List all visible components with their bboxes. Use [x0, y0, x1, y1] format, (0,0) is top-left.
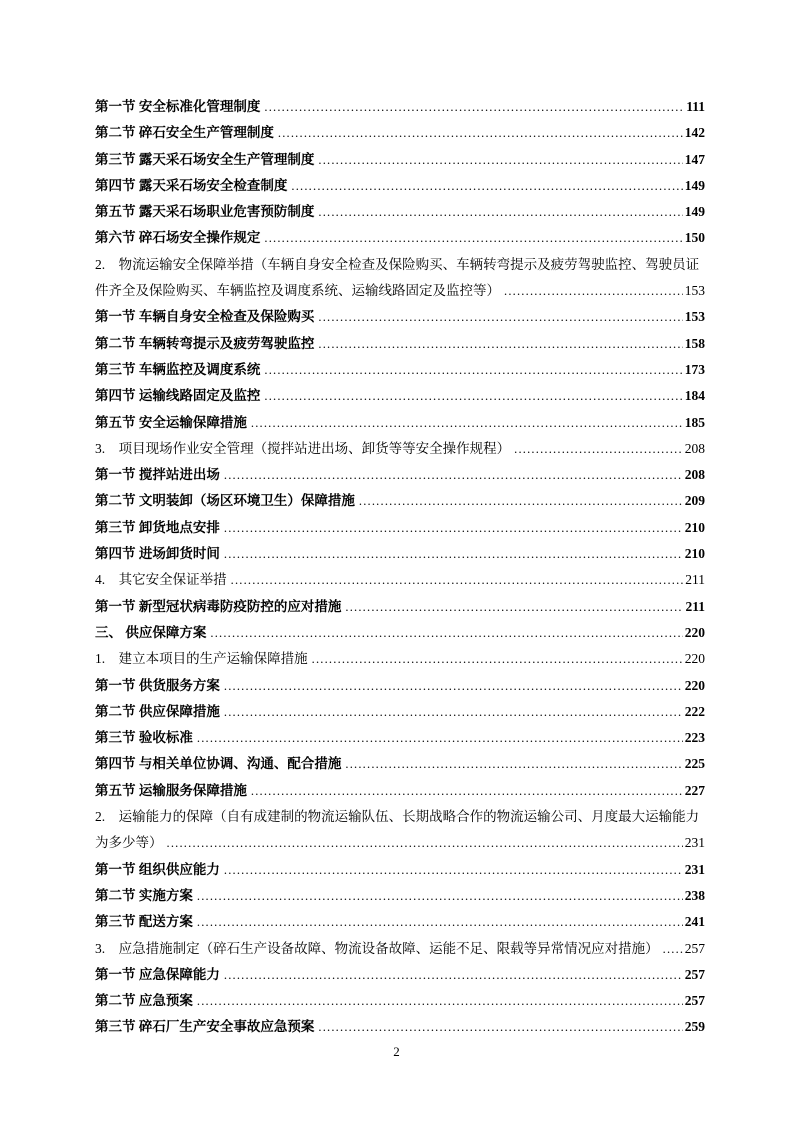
toc-entry-line: [95, 541, 705, 567]
toc-page-number: 208: [684, 467, 705, 483]
toc-dot-leader: [514, 436, 683, 462]
toc-dot-leader: [251, 410, 683, 436]
toc-entry-title: 第六节 碎石场安全操作规定: [95, 230, 261, 246]
toc-entry-line: [95, 331, 705, 357]
toc-page-number: 225: [684, 756, 705, 772]
toc-entry-line: [95, 357, 705, 383]
toc-page-number: 220: [684, 651, 705, 667]
toc-page-number: 208: [684, 440, 705, 456]
toc-entry-line: [95, 225, 705, 251]
toc-entry-line: [95, 515, 705, 541]
toc-entry-line: [95, 462, 705, 488]
toc-dot-leader: [197, 909, 683, 935]
toc-page-number: 153: [684, 309, 705, 325]
toc-entry-line: [95, 567, 705, 593]
toc-entry-line: [95, 120, 705, 146]
toc-dot-leader: [278, 120, 683, 146]
toc-entry-title: 第一节 搅拌站进出场: [95, 467, 220, 483]
toc-page-number: 227: [684, 782, 705, 798]
footer-page-number: 2: [393, 1044, 400, 1059]
toc-entry-line: [95, 988, 705, 1014]
toc-entry-title: 3. 应急措施制定（碎石生产设备故障、物流设备故障、运能不足、限载等异常情况应对措施）: [95, 940, 659, 956]
toc-entry-line: [95, 304, 705, 330]
toc-entry-title: 第二节 供应保障措施: [95, 703, 220, 719]
toc-entry-line: [95, 252, 705, 278]
toc-entry-line: [95, 173, 705, 199]
toc-dot-leader: [318, 304, 682, 330]
toc-entry-title: 2. 物流运输安全保障举措（车辆自身安全检查及保险购买、车辆转弯提示及疲劳驾驶监控、驾驶员证: [95, 256, 700, 272]
toc-dot-leader: [264, 383, 682, 409]
toc-dot-leader: [224, 699, 683, 725]
toc-entry-line: [95, 962, 705, 988]
toc-dot-leader: [318, 199, 682, 225]
toc-entry-title: 第二节 应急预案: [95, 993, 193, 1009]
toc-dot-leader: [210, 620, 682, 646]
toc-dot-leader: [264, 225, 682, 251]
toc-entry-title: 第一节 组织供应能力: [95, 861, 220, 877]
toc-page-number: 173: [684, 361, 705, 377]
toc-entry-title: 第二节 碎石安全生产管理制度: [95, 125, 274, 141]
toc-dot-leader: [504, 278, 683, 304]
toc-entry-title: 3. 项目现场作业安全管理（搅拌站进出场、卸货等等安全操作规程）: [95, 440, 511, 456]
toc-entry-line: [95, 383, 705, 409]
toc-entry-line: [95, 751, 705, 777]
toc-entry-title: 第五节 安全运输保障措施: [95, 414, 247, 430]
toc-page-number: 153: [684, 283, 705, 299]
toc-entry-line: [95, 94, 705, 120]
toc-entry-title: 2. 运输能力的保障（自有成建制的物流运输队伍、长期战略合作的物流运输公司、月度最大运输能力: [95, 809, 700, 825]
toc-page-number: 147: [684, 151, 705, 167]
toc-dot-leader: [197, 725, 683, 751]
toc-entry-title: 第一节 应急保障能力: [95, 966, 220, 982]
toc-page-number: 210: [684, 546, 705, 562]
toc-entry-title: 第三节 卸货地点安排: [95, 519, 220, 535]
toc-entry-line: [95, 1014, 705, 1040]
toc-page-number: 257: [684, 966, 705, 982]
toc-entry-title: 1. 建立本项目的生产运输保障措施: [95, 651, 308, 667]
toc-entry-title: 第一节 新型冠状病毒防疫防控的应对措施: [95, 598, 342, 614]
toc-dot-leader: [167, 830, 683, 856]
toc-page-number: 211: [685, 572, 705, 588]
toc-page-number: 223: [684, 730, 705, 746]
toc-page-number: 150: [684, 230, 705, 246]
toc-page-number: 142: [684, 125, 705, 141]
toc-entry-line: [95, 278, 705, 304]
toc-entry-title: 三、 供应保障方案: [95, 624, 207, 640]
toc-entry-title: 第二节 文明装卸（场区环境卫生）保障措施: [95, 493, 355, 509]
toc-dot-leader: [345, 751, 682, 777]
toc-page-number: 184: [684, 388, 705, 404]
toc-entry-line: [95, 778, 705, 804]
toc-page-number: 259: [684, 1019, 705, 1035]
toc-entry-line: [95, 620, 705, 646]
toc-entry-title: 第四节 运输线路固定及监控: [95, 388, 261, 404]
toc-dot-leader: [231, 567, 684, 593]
toc-entry-line: [95, 147, 705, 173]
toc-entry-line: [95, 725, 705, 751]
toc-page-number: 241: [684, 914, 705, 930]
toc-entry-title: 第三节 露天采石场安全生产管理制度: [95, 151, 315, 167]
toc-page-number: 231: [684, 861, 705, 877]
toc-page-number: 209: [684, 493, 705, 509]
toc-dot-leader: [224, 962, 683, 988]
toc-dot-leader: [224, 515, 683, 541]
toc-dot-leader: [663, 936, 683, 962]
toc-page-number: 158: [684, 335, 705, 351]
toc-dot-leader: [318, 147, 682, 173]
toc-dot-leader: [224, 541, 683, 567]
toc-entry-line: [95, 857, 705, 883]
toc-entry-line: [95, 699, 705, 725]
toc-page-number: 257: [684, 993, 705, 1009]
toc-dot-leader: [312, 646, 683, 672]
toc-page-number: 220: [684, 677, 705, 693]
toc-entry-title: 第二节 车辆转弯提示及疲劳驾驶监控: [95, 335, 315, 351]
toc-page-number: 211: [685, 598, 705, 614]
toc-entry-title: 件齐全及保险购买、车辆监控及调度系统、运输线路固定及监控等）: [95, 283, 500, 299]
toc-dot-leader: [251, 778, 683, 804]
toc-entry-line: [95, 594, 705, 620]
toc-page-number: 210: [684, 519, 705, 535]
toc-dot-leader: [224, 857, 683, 883]
toc-entry-title: 第三节 配送方案: [95, 914, 193, 930]
toc-entry-title: 第一节 安全标准化管理制度: [95, 99, 261, 114]
toc-page-number: 257: [684, 940, 705, 956]
toc-entry-title: 第二节 实施方案: [95, 887, 193, 903]
toc-page-number: 238: [684, 887, 705, 903]
toc-entry-line: [95, 199, 705, 225]
toc-page-number: 185: [684, 414, 705, 430]
toc-dot-leader: [291, 173, 682, 199]
toc-entry-title: 第一节 供货服务方案: [95, 677, 220, 693]
toc-dot-leader: [224, 462, 683, 488]
toc-dot-leader: [224, 673, 683, 699]
toc-entry-title: 第一节 车辆自身安全检查及保险购买: [95, 309, 315, 325]
toc-entry-line: [95, 646, 705, 672]
toc-dot-leader: [345, 594, 683, 620]
toc-page-number: 220: [684, 624, 705, 640]
toc-entry-title: 第五节 运输服务保障措施: [95, 782, 247, 798]
table-of-contents: [95, 94, 705, 1041]
toc-dot-leader: [197, 883, 683, 909]
toc-entry-title: 4. 其它安全保证举措: [95, 572, 227, 588]
toc-entry-title: 为多少等）: [95, 835, 163, 851]
toc-entry-line: [95, 488, 705, 514]
toc-dot-leader: [318, 331, 682, 357]
toc-page-number: 149: [684, 177, 705, 193]
toc-entry-line: [95, 410, 705, 436]
toc-entry-line: [95, 830, 705, 856]
toc-dot-leader: [197, 988, 683, 1014]
toc-entry-line: [95, 909, 705, 935]
toc-entry-title: 第四节 露天采石场安全检查制度: [95, 177, 288, 193]
toc-page-number: 222: [684, 703, 705, 719]
toc-entry-line: [95, 883, 705, 909]
toc-page-number: 111: [686, 99, 705, 114]
toc-entry-title: 第四节 进场卸货时间: [95, 546, 220, 562]
toc-entry-line: [95, 936, 705, 962]
toc-entry-title: 第三节 验收标准: [95, 730, 193, 746]
toc-entry-line: [95, 673, 705, 699]
toc-dot-leader: [264, 357, 682, 383]
toc-entry-line: [95, 804, 705, 830]
toc-entry-title: 第四节 与相关单位协调、沟通、配合措施: [95, 756, 342, 772]
toc-entry-title: 第三节 车辆监控及调度系统: [95, 361, 261, 377]
toc-dot-leader: [264, 94, 684, 120]
toc-dot-leader: [359, 488, 683, 514]
toc-entry-title: 第五节 露天采石场职业危害预防制度: [95, 204, 315, 220]
toc-entry-title: 第三节 碎石厂生产安全事故应急预案: [95, 1019, 315, 1035]
toc-entry-line: [95, 436, 705, 462]
toc-page-number: 149: [684, 204, 705, 220]
toc-page-number: 231: [684, 835, 705, 851]
toc-dot-leader: [318, 1014, 682, 1040]
